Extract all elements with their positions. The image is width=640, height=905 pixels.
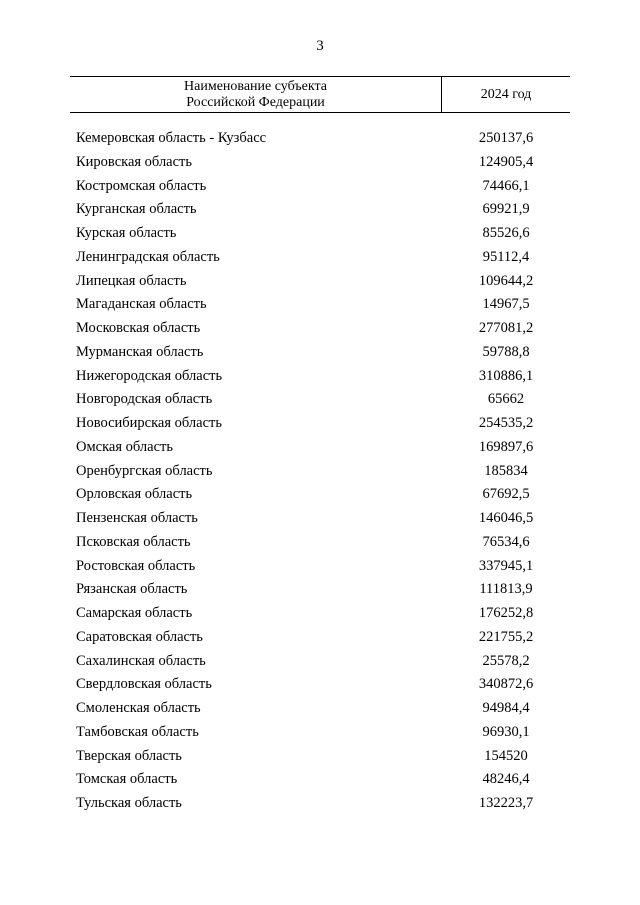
region-name: Сахалинская область <box>76 652 206 669</box>
region-name: Новгородская область <box>76 391 213 408</box>
table-row <box>0 317 640 341</box>
region-value-2024: 111813,9 <box>479 581 533 598</box>
table-row <box>0 198 640 222</box>
region-value-2024: 85526,6 <box>482 225 530 241</box>
region-value-2024: 250137,6 <box>478 130 534 146</box>
region-value-2024: 340872,6 <box>478 676 534 693</box>
table-row <box>0 792 640 816</box>
table-row <box>0 650 640 674</box>
table-row <box>0 578 640 602</box>
table-row <box>0 270 640 294</box>
region-name: Орловская область <box>76 486 193 503</box>
region-value-2024: 74466,1 <box>482 177 530 194</box>
region-name: Смоленская область <box>76 700 201 716</box>
region-name: Тульская область <box>76 795 182 811</box>
region-name: Омская область <box>76 438 173 455</box>
region-value-2024: 146046,5 <box>478 510 534 526</box>
column-header-subject-line1: Наименование субъекта <box>184 79 327 94</box>
region-name: Томская область <box>76 771 178 788</box>
table-row <box>0 127 640 151</box>
region-value-2024: 14967,5 <box>482 296 530 313</box>
region-name: Псковская область <box>76 533 191 550</box>
region-name: Костромская область <box>76 177 207 194</box>
table-row <box>0 721 640 745</box>
table-row <box>0 365 640 389</box>
region-value-2024: 48246,4 <box>482 771 530 788</box>
table-row <box>0 673 640 697</box>
table-row <box>0 460 640 484</box>
region-value-2024: 69921,9 <box>482 201 530 218</box>
region-name: Тверская область <box>76 747 182 764</box>
table-row <box>0 388 640 412</box>
region-value-2024: 185834 <box>484 462 528 479</box>
region-value-2024: 59788,8 <box>482 343 530 360</box>
region-value-2024: 95112,4 <box>482 248 530 265</box>
region-value-2024: 94984,4 <box>482 700 530 716</box>
table-row <box>0 602 640 626</box>
region-value-2024: 337945,1 <box>478 557 534 574</box>
region-name: Пензенская область <box>76 510 198 526</box>
region-value-2024: 176252,8 <box>478 605 534 621</box>
column-header-year: 2024 год <box>480 87 532 102</box>
region-value-2024: 67692,5 <box>482 486 530 503</box>
region-name: Мурманская область <box>76 343 204 360</box>
region-name: Ленинградская область <box>76 248 220 265</box>
region-name: Новосибирская область <box>76 415 222 431</box>
page-number: 3 <box>316 38 324 54</box>
region-value-2024: 65662 <box>487 391 525 408</box>
table-row <box>0 531 640 555</box>
region-name: Нижегородская область <box>76 367 223 384</box>
region-value-2024: 277081,2 <box>478 320 534 336</box>
region-value-2024: 254535,2 <box>478 415 534 431</box>
region-value-2024: 169897,6 <box>478 438 534 455</box>
table-header <box>70 76 570 113</box>
region-name: Оренбургская область <box>76 462 213 479</box>
column-header-subject-line2: Российской Федерации <box>186 95 325 110</box>
table-row <box>0 507 640 531</box>
table-row <box>0 483 640 507</box>
table-row <box>0 341 640 365</box>
region-value-2024: 132223,7 <box>478 795 534 811</box>
region-name: Московская область <box>76 320 201 336</box>
table-row <box>0 222 640 246</box>
region-value-2024: 154520 <box>484 747 528 764</box>
table-row <box>0 768 640 792</box>
region-value-2024: 109644,2 <box>478 272 534 289</box>
region-name: Тамбовская область <box>76 723 199 740</box>
table-row <box>0 626 640 650</box>
table-row <box>0 246 640 270</box>
region-name: Самарская область <box>76 605 193 621</box>
region-value-2024: 76534,6 <box>482 533 530 550</box>
table-row <box>0 175 640 199</box>
table-row <box>0 555 640 579</box>
column-header-subject <box>70 77 442 112</box>
table-row <box>0 412 640 436</box>
table-row <box>0 151 640 175</box>
region-value-2024: 25578,2 <box>482 652 530 669</box>
table-body <box>0 127 640 816</box>
table-row <box>0 293 640 317</box>
region-value-2024: 310886,1 <box>478 367 534 384</box>
region-name: Курская область <box>76 225 177 241</box>
region-name: Курганская область <box>76 201 197 218</box>
region-name: Липецкая область <box>76 272 187 289</box>
table-row <box>0 436 640 460</box>
region-name: Кемеровская область - Кузбасс <box>76 130 267 146</box>
table-row <box>0 745 640 769</box>
region-value-2024: 221755,2 <box>478 628 534 645</box>
region-name: Свердловская область <box>76 676 212 693</box>
region-name: Ростовская область <box>76 557 196 574</box>
region-name: Кировская область <box>76 153 193 170</box>
region-name: Рязанская область <box>76 581 188 598</box>
region-name: Магаданская область <box>76 296 207 313</box>
region-value-2024: 124905,4 <box>478 153 534 170</box>
region-value-2024: 96930,1 <box>482 723 530 740</box>
region-name: Саратовская область <box>76 628 203 645</box>
table-row <box>0 697 640 721</box>
